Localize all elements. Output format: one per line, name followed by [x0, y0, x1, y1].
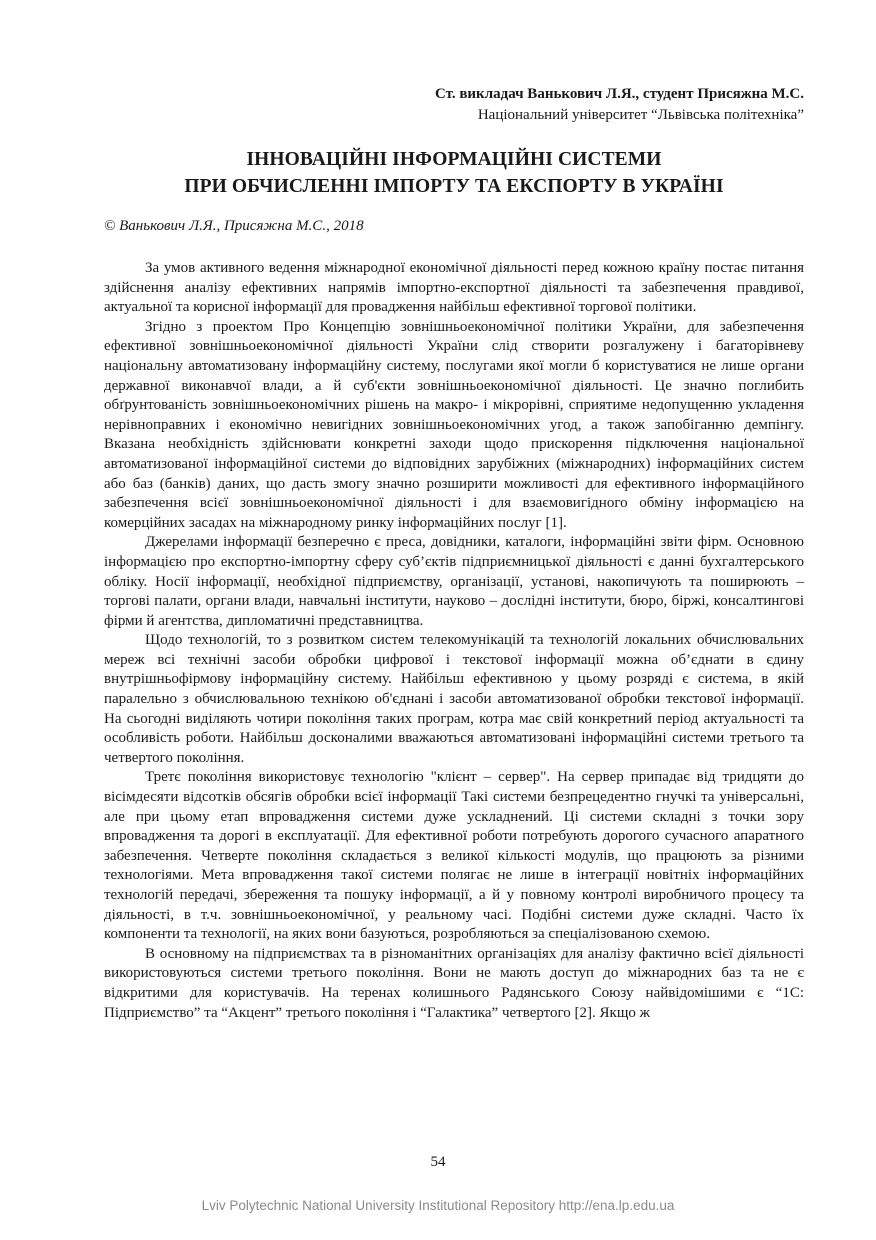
repository-footer: Lviv Polytechnic National University Institutional Repository http://ena.lp.edu.ua [201, 1198, 675, 1213]
paragraph-5: Третє покоління використовує технологію "клієнт – сервер". На сервер припадає від тридцяти до вісімдесяти відсотків обсягів обробки всієї інформації Такі системи безпрецедентно гнучкі та універсальні, але при цьому етап впровадження системи дуже ускладнений. Ці системи складні з точки зору впровадження та дорогі в експлуатації. Для ефективної роботи потребують дорогого сучасного апаратного забезпечення. Четверте покоління складається з великої кількості модулів, що працюють за різними технологіями. Мета впровадження такої системи полягає не лише в інтеграції новітніх інформаційних технологій передачі, збереження та пошуку інформації, а й у повному контролі виробничого процесу та діяльності, в т.ч. зовнішньоекономічної, у реальному часі. Подібні системи дуже складні. Часто їх компоненти та технології, на яких вони базуються, розробляються за спеціалізованою схемою. [104, 769, 804, 943]
title-line-1: ІННОВАЦІЙНІ ІНФОРМАЦІЙНІ СИСТЕМИ [246, 149, 662, 170]
paragraph-1: За умов активного ведення міжнародної економічної діяльності перед кожною країну постає питання здійснення аналізу ефективних напрямів імпортно-експортної діяльності та забезпечення правдивої, актуальної та корисної інформації для провадження найбільш ефективної торгової політики. [104, 260, 804, 316]
page-number: 54 [430, 1154, 446, 1170]
paragraph-3: Джерелами інформації безперечно є преса, довідники, каталоги, інформаційні звіти фірм. Основною інформацією про експортно-імпортну сферу суб’єктів підприємницької діяльності є данні бухгалтерського обліку. Носії інформації, необхідної підприємству, організації, установі, накопичують та поширюють – торгові палати, органи влади, навчальні інститути, науково – дослідні інститути, бюро, біржі, консалтингові фірми й агентства, дипломатичні представництва. [104, 534, 804, 629]
authors-line: Ст. викладач Ванькович Л.Я., студент Присяжна М.С. [434, 86, 804, 102]
paper-title [104, 146, 804, 200]
paragraph-2: Згідно з проектом Про Концепцію зовнішньоекономічної політики України, для забезпечення ефективної зовнішньоекономічної діяльності України слід створити розгалужену і багаторівневу національну автоматизовану інформаційну систему, послугами якої могли б користуватися не лише органи державної виконавчої влади, а й суб'єкти зовнішньоекономічної діяльності. Це значно поглибить обґрунтованість зовнішньоекономічних рішень на макро- і мікрорівні, сприятиме недопущенню укладення нерівноправних і економічно невигідних зовнішньоекономічних угод, а також запобіганню демпінгу. Вказана необхідність здійснювати конкретні заходи щодо прискорення підключення національної автоматизованої інформаційної системи до відповідних зарубіжних (міжнародних) інформаційних систем або баз (банків) даних, що дасть змогу значно розширити можливості для ефективного інформаційного забезпечення всієї зовнішньоекономічної діяльності і для взаємовигідного обміну інформацією на комерційних засадах на міжнародному ринку інформаційних послуг [1]. [104, 318, 804, 531]
paragraph-6: В основному на підприємствах та в різноманітних організаціях для аналізу фактично всієї діяльності використовуються системи третього покоління. Вони не мають доступ до міжнародних баз та не є відкритими для користувачів. На теренах колишнього Радянського Союзу найвідомішими є “1С: Підприємство” та “Акцент” третього покоління і “Галактика” четвертого [2]. Якщо ж [104, 945, 804, 1021]
author-block [435, 84, 804, 126]
title-line-2: ПРИ ОБЧИСЛЕННІ ІМПОРТУ ТА ЕКСПОРТУ В УКРАЇНІ [184, 176, 724, 197]
paragraph-4: Щодо технологій, то з розвитком систем телекомунікацій та технологій локальних обчислювальних мереж всі технічні засоби обробки цифрової і текстової інформації можна об’єднати в єдину внутрішньофірмову інформаційну систему. Найбільш ефективною у цьому розряді є система, в якій паралельно з обчислювальною технікою об'єднані і засоби автоматизованої обробки текстової інформації. На сьогодні виділяють чотири покоління таких програм, котра має свій конкретний період актуальності та особливість роботи. Найбільш досконалими вважаються автоматизовані інформаційні системи третього та четвертого покоління. [104, 632, 804, 766]
affiliation-line: Національний університет “Львівська політехніка” [477, 107, 804, 123]
copyright-line: © Ванькович Л.Я., Присяжна М.С., 2018 [104, 218, 364, 234]
body-text [104, 259, 804, 1023]
